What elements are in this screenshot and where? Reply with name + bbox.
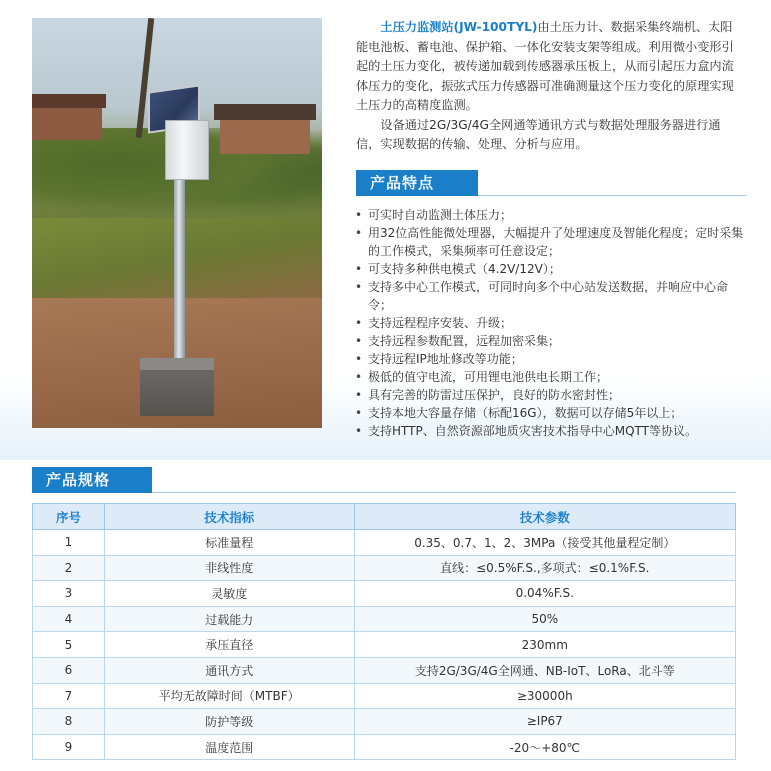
cell-index: 9	[33, 734, 105, 760]
header-index: 序号	[33, 504, 105, 530]
photo-house-right	[220, 118, 310, 154]
cell-parameter: 0.04%F.S.	[354, 581, 735, 607]
header-indicator: 技术指标	[104, 504, 354, 530]
cell-indicator: 平均无故障时间（MTBF）	[104, 683, 354, 709]
spec-table-header-row	[33, 504, 736, 530]
cell-index: 4	[33, 606, 105, 632]
cell-index: 7	[33, 683, 105, 709]
header-parameter: 技术参数	[354, 504, 735, 530]
cell-index: 3	[33, 581, 105, 607]
feature-item: • 具有完善的防雷过压保护，良好的防水密封性；	[354, 386, 750, 404]
feature-item: • 用32位高性能微处理器，大幅提升了处理速度及智能化程度；定时采集的工作模式，采集频率可任意设定；	[354, 224, 750, 260]
spec-table	[32, 503, 736, 760]
feature-item: • 支持远程程序安装、升级；	[354, 314, 750, 332]
photo-house-left	[32, 106, 102, 140]
table-row	[33, 683, 736, 709]
cell-indicator: 温度范围	[104, 734, 354, 760]
features-title-line	[478, 195, 746, 196]
product-name: 土压力监测站(JW-100TYL)	[380, 20, 538, 34]
cell-indicator: 承压直径	[104, 632, 354, 658]
table-row	[33, 581, 736, 607]
intro-paragraph-2: 设备通过2G/3G/4G全网通等通讯方式与数据处理服务器进行通信，实现数据的传输、处理、分析与应用。	[356, 117, 721, 151]
feature-item: • 支持远程参数配置，远程加密采集；	[354, 332, 750, 350]
cell-parameter: ≥30000h	[354, 683, 735, 709]
table-row	[33, 530, 736, 556]
table-row	[33, 709, 736, 735]
cell-indicator: 通讯方式	[104, 657, 354, 683]
cell-parameter: 230mm	[354, 632, 735, 658]
table-row	[33, 734, 736, 760]
cell-indicator: 灵敏度	[104, 581, 354, 607]
photo-enclosure-box	[165, 120, 209, 180]
product-photo	[32, 18, 322, 428]
features-list	[354, 206, 750, 440]
table-row	[33, 657, 736, 683]
feature-item: • 可实时自动监测土体压力；	[354, 206, 750, 224]
table-row	[33, 606, 736, 632]
cell-index: 6	[33, 657, 105, 683]
specs-title: 产品规格	[32, 467, 152, 493]
feature-item: • 支持本地大容量存储（标配16G），数据可以存储5年以上；	[354, 404, 750, 422]
cell-parameter: 0.35、0.7、1、2、3MPa（接受其他量程定制）	[354, 530, 735, 556]
intro-text	[356, 18, 744, 155]
table-row	[33, 555, 736, 581]
cell-parameter: 支持2G/3G/4G全网通、NB-IoT、LoRa、北斗等	[354, 657, 735, 683]
cell-index: 5	[33, 632, 105, 658]
cell-index: 8	[33, 709, 105, 735]
cell-index: 1	[33, 530, 105, 556]
specs-title-line	[152, 492, 736, 493]
cell-parameter: 直线：≤0.5%F.S.,多项式：≤0.1%F.S.	[354, 555, 735, 581]
table-row	[33, 632, 736, 658]
feature-item: • 支持HTTP、自然资源部地质灾害技术指导中心MQTT等协议。	[354, 422, 750, 440]
feature-item: • 支持多中心工作模式，可同时向多个中心站发送数据，并响应中心命令；	[354, 278, 750, 314]
feature-item: • 支持远程IP地址修改等功能；	[354, 350, 750, 368]
cell-parameter: 50%	[354, 606, 735, 632]
cell-indicator: 标准量程	[104, 530, 354, 556]
photo-concrete-base	[140, 358, 214, 416]
cell-parameter: -20～+80℃	[354, 734, 735, 760]
cell-parameter: ≥IP67	[354, 709, 735, 735]
features-title: 产品特点	[356, 170, 478, 196]
intro-paragraph-1	[356, 18, 744, 116]
cell-index: 2	[33, 555, 105, 581]
intro-paragraph-1-body: 由土压力计、数据采集终端机、太阳能电池板、蓄电池、保护箱、一体化安装支架等组成。利用微小变形引起的土压力变化，被传递加载到传感器承压板上，从而引起压力盒内流体压力的变化，振弦式压力传感器可准确测量这个压力变化的原理实现土压力的高精度监测。	[356, 20, 734, 112]
feature-item: • 极低的值守电流，可用锂电池供电长期工作；	[354, 368, 750, 386]
feature-item: • 可支持多种供电模式（4.2V/12V）；	[354, 260, 750, 278]
cell-indicator: 非线性度	[104, 555, 354, 581]
cell-indicator: 过载能力	[104, 606, 354, 632]
cell-indicator: 防护等级	[104, 709, 354, 735]
